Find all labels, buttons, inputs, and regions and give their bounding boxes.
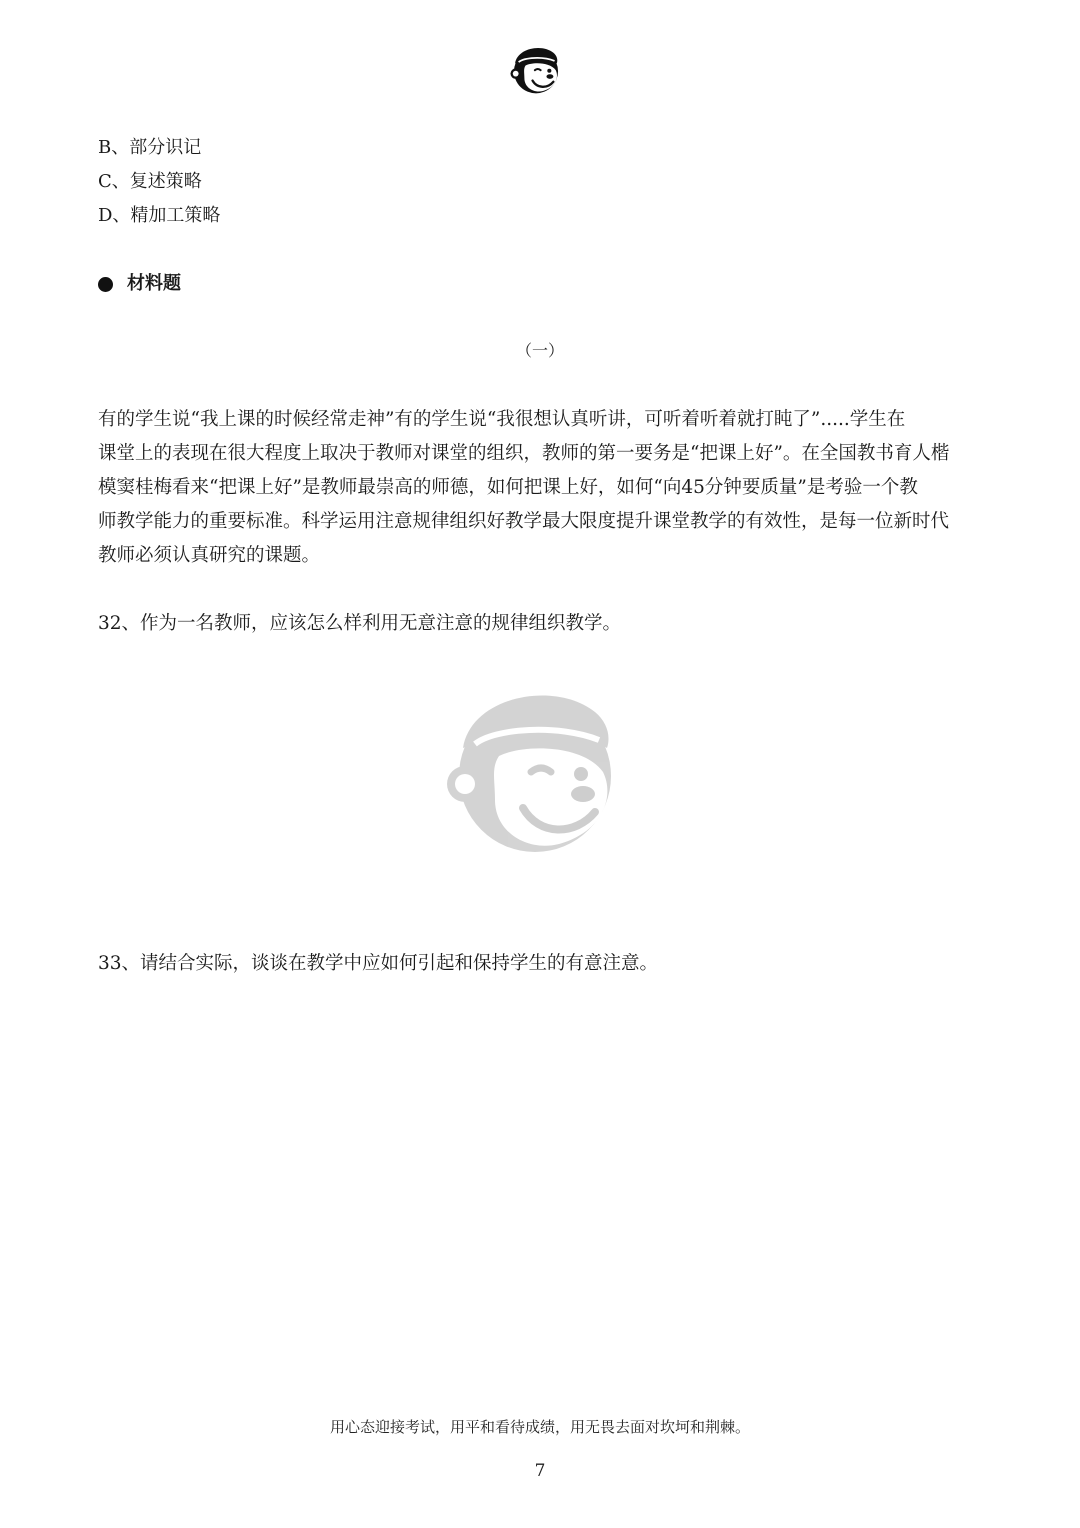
option-b: B、部分识记 bbox=[98, 137, 202, 158]
monkey-mascot-icon bbox=[507, 40, 565, 98]
passage-line: 师教学能力的重要标准。科学运用注意规律组织好教学最大限度提升课堂教学的有效性，是每一位新时代 bbox=[98, 511, 950, 532]
section-title: 材料题 bbox=[127, 273, 181, 294]
page-number: 7 bbox=[534, 1461, 546, 1481]
passage-line: 课堂上的表现在很大程度上取决于教师对课堂的组织，教师的第一要务是“把课上好”。在全国教书育人楷 bbox=[98, 443, 950, 464]
section-subtitle: （一） bbox=[515, 341, 564, 360]
section-heading bbox=[98, 272, 181, 296]
passage-line: 有的学生说“我上课的时候经常走神”有的学生说“我很想认真听讲，可听着听着就打盹了”.....学生在 bbox=[98, 409, 906, 430]
question-32: 32、作为一名教师，应该怎么样利用无意注意的规律组织教学。 bbox=[98, 613, 622, 634]
monkey-watermark-icon bbox=[435, 668, 635, 868]
passage-line: 模窦桂梅看来“把课上好”是教师最崇高的师德，如何把课上好，如何“向45分钟要质量”是考验一个教 bbox=[98, 477, 918, 498]
question-33: 33、请结合实际，谈谈在教学中应如何引起和保持学生的有意注意。 bbox=[98, 953, 659, 974]
option-d: D、精加工策略 bbox=[98, 205, 221, 226]
option-c: C、复述策略 bbox=[98, 171, 202, 192]
bullet-icon bbox=[98, 277, 113, 292]
passage-line: 教师必须认真研究的课题。 bbox=[98, 545, 321, 566]
footer-motto: 用心态迎接考试，用平和看待成绩，用无畏去面对坎坷和荆棘。 bbox=[329, 1418, 750, 1436]
material-passage bbox=[98, 403, 982, 573]
